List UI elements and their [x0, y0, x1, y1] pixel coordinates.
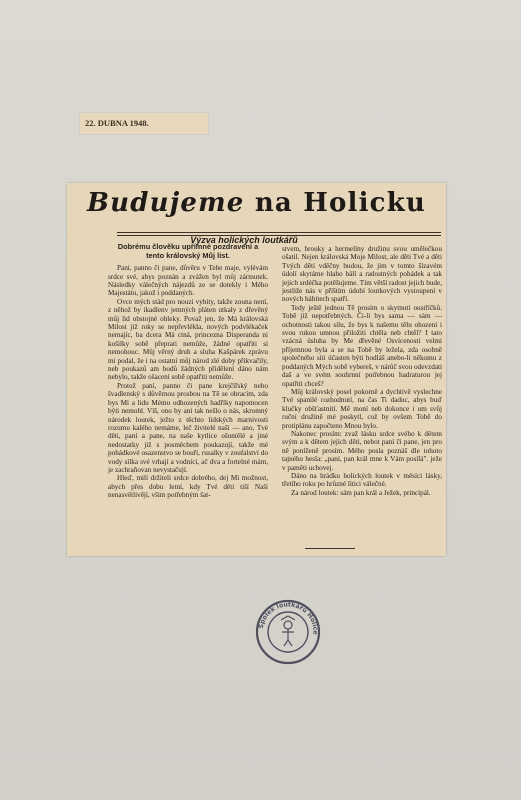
- paragraph: Paní, panno či pane, důvěru v Tebe maje, vylévám srdce své, abys poznán a zvážen byl můj zármutek. Následky válečných nájezdů ze se dotekly i Mého Majestátu, jakož i poddaných.: [108, 264, 268, 298]
- date-text: 22. DUBNA 1948.: [85, 118, 149, 128]
- headline: [67, 188, 446, 218]
- paragraph: Ovce mých stád pro nouzi vybity, takže zouna není, z něhož by ikadlenv jemných pláten utkaly z dřevěný můj lid obstojné obleky. Považ jen, že Má královská Milost již roky se nepřevlékla, nových podvlékaček nemajíc, ba dcera Má ctná, princezna Disperanda ni košilky sobě přeprati nemůže, žádné opatřiti si nemohouc. Můj věrný druh a sluha Kašpárek zprávu mi podal, že i na ostatní můj národ zlé doby přikvačily, neb poukazů am bodů žádných přidělení dáno nám nebylo, takže ošacení sobě opatřiti nemůže.: [108, 297, 268, 382]
- article-column-right: [282, 245, 442, 497]
- puppet-figure-icon: [281, 616, 295, 646]
- stamp-ring-text: Spolek loutkářů Holice: [257, 601, 319, 635]
- paragraph: stvem, brouky a hermelíny družinu svou umělečkou ošatil. Nejen královská Moje Milost, ale děti Tvé a děti Tvých děti vděčny budou, že jim v tomto šízavém údolí skytáme hlaho bálí a radostných pohádek a tak jejich srdéčka potěšujeme. Tím větší radost jejich bude, jestliže nás v příštím údobí loutkových vystoupení v nových hábitech spatří.: [282, 245, 442, 304]
- headline-italic: Budujeme: [86, 188, 245, 218]
- paragraph: Tedy ještě jednou Tě prosím o skytnutí oustříčků. Tobě již nepotřebných. Či-li bys sama — sám — ochotnosti takou sílu, že bys k našemu tělu ohození i svou rukou umnou přiložiti chtěla neb chtěl? I tato vzácná úsluha by Me dřevěné Osvícenosti velmi příjemnou byla a se na Tobě by ležela, zda osobně společného síti účasten býti hodláš anebo-li někomu z poddaných Mých sobě vybereš, v nárůč svou odevzdati daš a ve svém souhrnní potřebnou hadraturou jej opatřiti chceš?: [282, 303, 442, 388]
- lede-paragraph: Dobrému člověku upřímné pozdravení a tento královský Můj list.: [117, 242, 259, 260]
- paragraph: Dáno na hrádku holických loutek v měsíci lásky, třetího roku po hrůzné lítici válečné.: [282, 471, 442, 489]
- subheadline: Výzva holických loutkářů: [190, 235, 298, 245]
- date-slip: [80, 113, 208, 134]
- article-column-left: [108, 243, 268, 500]
- circular-ink-stamp-icon: [254, 598, 322, 666]
- headline-rest: na Holicku: [254, 188, 427, 218]
- paragraph: Za národ loutek: sám pan král a Ježek, principál.: [291, 488, 431, 497]
- headline-rule-top: [117, 232, 441, 233]
- stamp-graphic: [254, 598, 322, 666]
- paragraph: Protož paní, panno či pane krejčířský nebo švadlenský s důvěrnou prosbou na Tě se obracím, zda bys Mi a lidu Mému odhozených hadříky napomocen býti nemohl. Víš, ono by ani tak nešlo o nás, skromný národek loutek, ježto z těchto lidských marnivostí rozumu kalého nemáme, leč živitelé naši — ano, Tvé děti, paní a pane, na naše kytlice ošuntělé a jiné nedostatky již s posměchem poukazují, takže mé pohádkové osazenstvo se bouří, rusalky v zoufalství do vody sílka své vrhají a vodníci, ač dva a fortelné mám, je zachraňovan nevystačují.: [108, 381, 268, 474]
- paragraph: Můj královský posel pokorně a dychtivě vyslechne Tvé spanilé rozhodnutí, na čas Ti daduc, abys buď klučky obšťastnití. Mě moní neb dokonce i um svůj ruční družině mé poskytl, což by ovšem Tobě do protiplánu započteno Mnou bylo.: [282, 387, 442, 430]
- paragraph: Hleď, milí držiteli srdce dobrého, dej Mi možnost, abych přes dobu letní, kdy Tvé děti tiší Naši nenasvětlivějí, všim potřebným šat-: [108, 474, 268, 500]
- end-rule: [305, 548, 355, 549]
- paragraph: Nakonec prosím: zvaž lásku srdce svého k dětem svým a k dětem jejich děti, nebot paní či pane, jen pro ně poníženě prosím. Mého posla poznáš dle tohoto tajného hesla: „paní, pan král mne k Vám posílá". ježe v paměti uchovej.: [282, 429, 442, 472]
